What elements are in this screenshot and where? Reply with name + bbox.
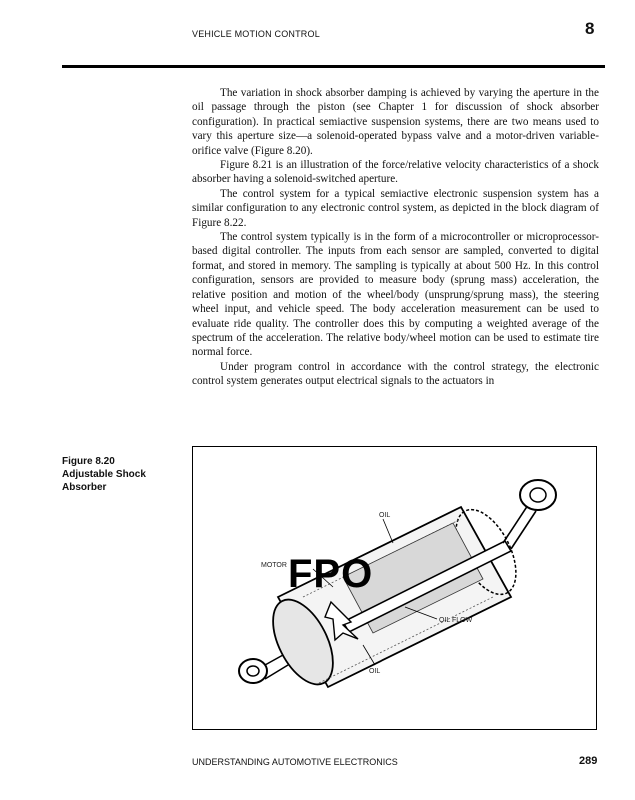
header-rule — [62, 65, 605, 68]
figure-caption — [62, 455, 172, 494]
label-oil-bottom: OIL — [369, 668, 381, 675]
bottom-mount-eye — [239, 655, 288, 683]
paragraph: The variation in shock absorber damping is achieved by varying the aperture in the oil passage through the piston (see Chapter 1 for discussion of shock absorber configuration). In practical semiactive suspension systems, there are two means used to vary this aperture size—a solenoid-operated bypass valve and a motor-driven variable-orifice valve (Figure 8.20). — [192, 87, 599, 157]
paragraph: Figure 8.21 is an illustration of the force/relative velocity characteristics of a shock absorber having a solenoid-switched aperture. — [192, 159, 599, 186]
page-number: 289 — [579, 755, 598, 767]
body-text — [192, 86, 599, 389]
fpo-placeholder: FPO — [288, 552, 374, 596]
chapter-number: 8 — [585, 19, 595, 38]
figure-caption-line: Adjustable Shock — [62, 469, 146, 480]
label-motor: MOTOR — [261, 562, 287, 569]
figure-caption-line: Absorber — [62, 482, 107, 493]
running-footer-title: UNDERSTANDING AUTOMOTIVE ELECTRONICS — [192, 757, 398, 767]
figure-caption-line: Figure 8.20 — [62, 456, 115, 467]
paragraph: Under program control in accordance with the control strategy, the electronic control system generates output electrical signals to the actuators in — [192, 360, 599, 388]
running-header-title: VEHICLE MOTION CONTROL — [192, 29, 320, 39]
shock-absorber-illustration — [193, 447, 596, 729]
paragraph: The control system for a typical semiactive electronic suspension system has a similar configuration to any electronic control system, as depicted in the block diagram of Figure 8.22. — [192, 187, 599, 229]
shock-absorber-figure — [192, 446, 597, 730]
label-oil-flow: OIL FLOW — [439, 617, 473, 624]
label-oil-top: OIL — [379, 512, 391, 519]
paragraph: The control system typically is in the form of a microcontroller or microprocessor-based digital controller. The inputs from each sensor are sampled, converted to digital format, and stored in memory. The sampling is typically at about 500 Hz. In this control configuration, sensors are provided to measure body (sprung mass) acceleration, the relative position and motion of the wheel/body (unsprung/sprung mass), the steering wheel input, and vehicle speed. The body acceleration measurement can be used to evaluate ride quality. The controller does this by computing a weighted average of the spectrum of the acceleration. The relative body/wheel motion can be used to estimate tire normal force. — [192, 231, 599, 359]
top-mount-eye — [503, 480, 556, 549]
